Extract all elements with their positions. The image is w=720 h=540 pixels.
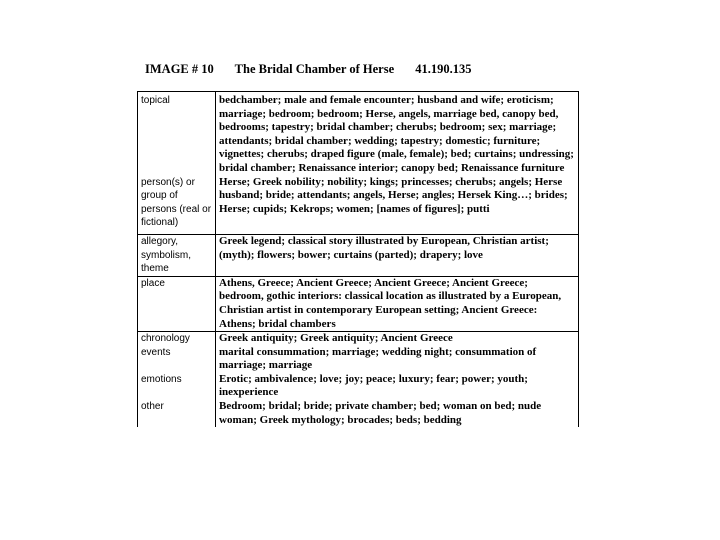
category-label: topical bbox=[138, 92, 216, 176]
category-label: allegory, symbolism, theme bbox=[138, 234, 216, 276]
table-row-chronology bbox=[138, 332, 579, 346]
category-label: place bbox=[138, 276, 216, 331]
table-row-persons bbox=[138, 176, 579, 235]
category-terms: Bedroom; bridal; bride; private chamber; bed; woman on bed; nude woman; Greek mythology; brocades; beds; bedding bbox=[216, 400, 579, 427]
table-row-place bbox=[138, 276, 579, 331]
accession-number: 41.190.135 bbox=[415, 62, 472, 76]
category-label: emotions bbox=[138, 373, 216, 400]
index-terms-table bbox=[137, 91, 579, 427]
category-label: events bbox=[138, 346, 216, 373]
category-terms: Erotic; ambivalence; love; joy; peace; luxury; fear; power; youth; inexperience bbox=[216, 373, 579, 400]
table-row-allegory bbox=[138, 234, 579, 276]
image-title: The Bridal Chamber of Herse bbox=[234, 62, 395, 76]
category-terms: Herse; Greek nobility; nobility; kings; princesses; cherubs; angels; Herse husband; bride; attendants; angels, Herse; angles; Hersek King…; brides; Herse; cupids; Kekrops; women; [names of figures]; putti bbox=[216, 176, 579, 235]
table-row-topical bbox=[138, 92, 579, 176]
table-row-emotions bbox=[138, 373, 579, 400]
image-label: IMAGE # 10 bbox=[145, 62, 214, 76]
category-terms: Greek legend; classical story illustrated by European, Christian artist; (myth); flowers; bower; curtains (parted); drapery; love bbox=[216, 234, 579, 276]
category-terms: marital consummation; marriage; wedding night; consummation of marriage; marriage bbox=[216, 346, 579, 373]
category-label: other bbox=[138, 400, 216, 427]
category-terms: Greek antiquity; Greek antiquity; Ancient Greece bbox=[216, 332, 579, 346]
table-row-other bbox=[138, 400, 579, 427]
table-row-events bbox=[138, 346, 579, 373]
category-label: chronology bbox=[138, 332, 216, 346]
document-heading bbox=[145, 62, 490, 77]
category-terms: Athens, Greece; Ancient Greece; Ancient Greece; Ancient Greece; bedroom, gothic interiors: classical location as illustrated by a European, Christian artist in contemporary European setting; Ancient Greece: Athens; bridal chambers bbox=[216, 276, 579, 331]
category-label: person(s) or group of persons (real or fictional) bbox=[138, 176, 216, 235]
category-terms: bedchamber; male and female encounter; husband and wife; eroticism; marriage; bedroom; bedroom; Herse, angels, marriage bed, canopy bed, bedrooms; tapestry; bridal chamber; cherubs; bedroom; sex; marriage; attendants; bridal chamber; wedding; tapestry; domestic; furniture; vignettes; cherubs; draped figure (male, female); bed; curtains; undressing; bridal chamber; Renaissance interior; canopy bed; Renaissance furniture bbox=[216, 92, 579, 176]
